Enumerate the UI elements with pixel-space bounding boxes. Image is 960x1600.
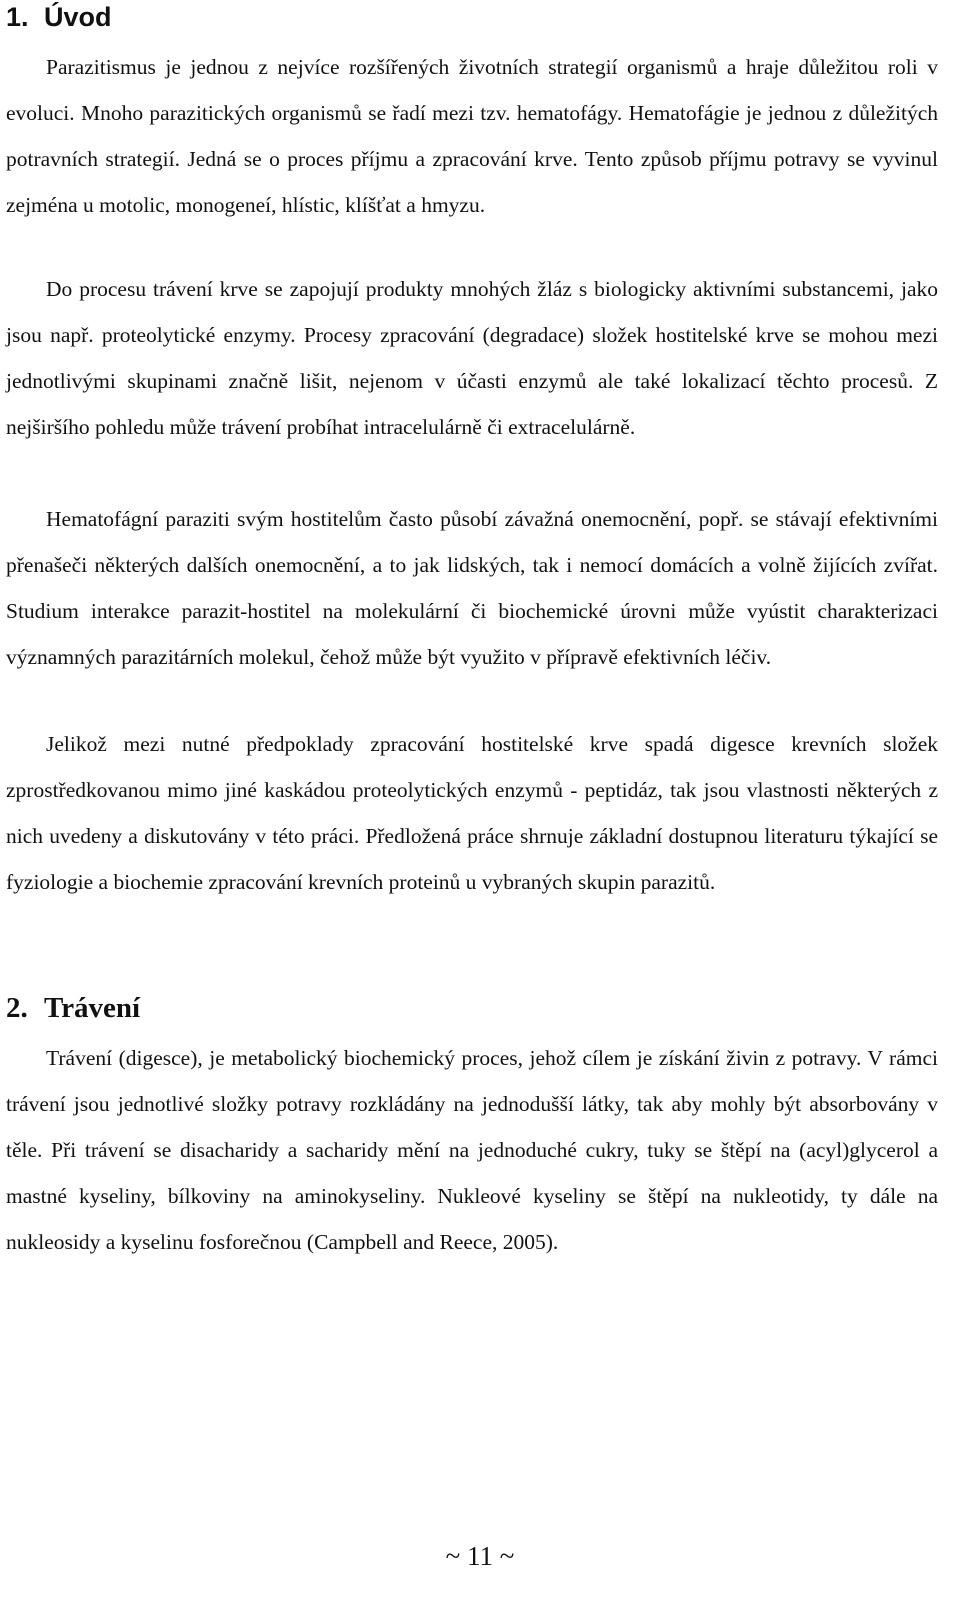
paragraph-peptidases: Jelikož mezi nutné předpoklady zpracování hostitelské krve spadá digesce krevních složek zprostředkovanou mimo jiné kaskádou proteolytických enzymů - peptidáz, tak jsou vlastnosti některých z nich uvedeny a diskutovány v této práci. Předložená práce shrnuje základní dostupnou literaturu týkající se fyziologie a biochemie zpracování krevních proteinů u vybraných skupin parazitů. <box>6 732 938 894</box>
section-title: Úvod <box>44 2 112 32</box>
section-title: Trávení <box>44 992 141 1024</box>
paragraph-blood-digestion: Do procesu trávení krve se zapojují produkty mnohých žláz s biologicky aktivními substancemi, jako jsou např. proteolytické enzymy. Procesy zpracování (degradace) složek hostitelské krve se mohou mezi jednotlivými skupinami značně lišit, nejenom v účasti enzymů ale také lokalizací těchto procesů. Z nejširšího pohledu může trávení probíhat intracelulárně či extracelulárně. <box>6 277 938 439</box>
paragraph-hematophagous-parasites: Hematofágní paraziti svým hostitelům často působí závažná onemocnění, popř. se stávají efektivními přenašeči některých dalších onemocnění, a to jak lidských, tak i nemocí domácích a volně žijících zvířat. Studium interakce parazit-hostitel na molekulární či biochemické úrovni může vyústit charakterizaci významných parazitárních molekul, čehož může být využito v přípravě efektivních léčiv. <box>6 507 938 669</box>
paragraph-intro-parasitism: Parazitismus je jednou z nejvíce rozšířených životních strategií organismů a hraje důležitou roli v evoluci. Mnoho parazitických organismů se řadí mezi tzv. hematofágy. Hematofágie je jednou z důležitých potravních strategií. Jedná se o proces příjmu a zpracování krve. Tento způsob příjmu potravy se vyvinul zejména u motolic, monogeneí, hlístic, klíšťat a hmyzu. <box>6 55 938 217</box>
section-heading-uvod <box>6 4 112 31</box>
section-number: 1. <box>6 2 29 32</box>
paragraph-digestion-definition: Trávení (digesce), je metabolický biochemický proces, jehož cílem je získání živin z potravy. V rámci trávení jsou jednotlivé složky potravy rozkládány na jednodušší látky, tak aby mohly být absorbovány v těle. Při trávení se disacharidy a sacharidy mění na jednoduché cukry, tuky se štěpí na (acyl)glycerol a mastné kyseliny, bílkoviny na aminokyseliny. Nukleové kyseliny se štěpí na nukleotidy, ty dále na nukleosidy a kyselinu fosforečnou (Campbell and Reece, 2005). <box>6 1046 938 1254</box>
section-number: 2. <box>6 992 28 1024</box>
page-number: ~ 11 ~ <box>445 1541 515 1571</box>
section-heading-traveni <box>6 994 140 1023</box>
